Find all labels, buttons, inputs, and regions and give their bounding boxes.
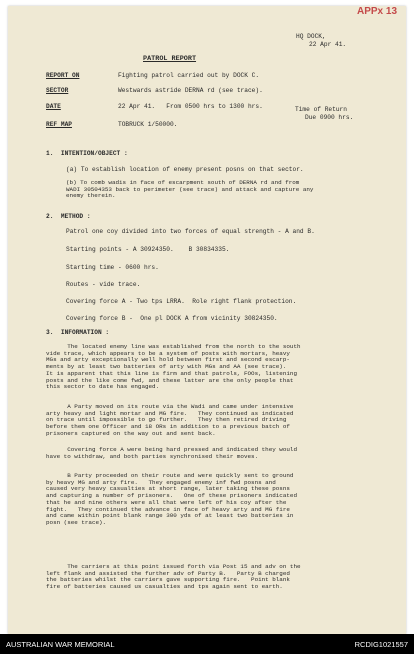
return-time-value: Due 0900 hrs. xyxy=(305,114,354,121)
footer-source: AUSTRALIAN WAR MEMORIAL xyxy=(6,640,115,649)
intention-a: (a) To establish location of enemy present posns on that sector. xyxy=(66,166,304,173)
section-1-heading: 1. INTENTION/OBJECT : xyxy=(46,150,128,157)
section-2-heading: 2. METHOD : xyxy=(46,213,91,220)
information-paragraph-2: A Party moved on its route via the Wadi and came under intensive arty heavy and light mortar and MG fire. They continued as indicated on trace until impossible to go further. They then retired driving before them one Officer and 18 ORs in addition to a previous batch of prisoners captured on the way out and sent back. xyxy=(46,403,294,437)
intention-b: (b) To comb wadis in face of escarpment south of DERNA rd and from WADI 30504353 back to perimeter (see trace) and attack and capture any enemy therein. xyxy=(66,179,314,200)
return-time-label: Time of Return xyxy=(295,106,347,113)
method-line-3: Starting time - 0600 hrs. xyxy=(66,264,159,271)
date-value: 22 Apr 41. From 0500 hrs to 1300 hrs. xyxy=(118,103,263,110)
map-ref-label: REF MAP xyxy=(46,121,72,128)
map-ref-value: TOBRUCK 1/50000. xyxy=(118,121,178,128)
report-on-value: Fighting patrol carried out by DOCK C. xyxy=(118,72,260,79)
method-line-5: Covering force A - Two tps LRRA. Role right flank protection. xyxy=(66,298,297,305)
report-on-label: REPORT ON xyxy=(46,72,80,79)
report-title: PATROL REPORT xyxy=(143,55,197,63)
information-paragraph-1: The located enemy line was established from the north to the south vide trace, which appears to be a system of posts with mortars, heavy MGs and arty exceptionally well hold between first and second escarp- ments by at least two batteries of arty with MGs and AA (see trace). It is apparent that this line is firm and that patrols, FOOs, listening posts and the like come fwd, and these latter are the only people that this sector to date has engaged. xyxy=(46,343,301,391)
method-line-6: Covering force B - One pl DOCK A from vicinity 30824350. xyxy=(66,315,278,322)
header-unit: HQ DOCK, xyxy=(296,33,326,40)
footer-record-id: RCDIG1021557 xyxy=(354,640,408,649)
method-line-1: Patrol one coy divided into two forces of equal strength - A and B. xyxy=(66,228,315,235)
date-label: DATE xyxy=(46,103,61,110)
information-paragraph-3: Covering force A were being hard pressed and indicated they would have to withdraw, and both parties synchronised their moves. xyxy=(46,446,297,460)
appendix-stamp: APPx 13 xyxy=(357,6,398,17)
header-date: 22 Apr 41. xyxy=(309,41,347,48)
sector-value: Westwards astride DERNA rd (see trace). xyxy=(118,87,263,94)
section-3-heading: 3. INFORMATION : xyxy=(46,329,110,336)
information-paragraph-5: The carriers at this point issued forth via Post 15 and adv on the left flank and assisted the further adv of Party B. Party B charged the batteries whilst the carriers gave supporting fire. Point blank fire of batteries caused us casualties and tps again sent to earth. xyxy=(46,563,301,591)
method-line-2: Starting points - A 30924350. B 30834335. xyxy=(66,246,230,253)
sector-label: SECTOR xyxy=(46,87,69,94)
method-line-4: Routes - vide trace. xyxy=(66,281,141,288)
information-paragraph-4: B Party proceeded on their route and were quickly sent to ground by heavy MG and arty fire. They engaged enemy inf fwd posns and caused very heavy casualties at short range, later taking these posns and capturing a number of prisoners. One of these prisoners indicated that he and nine others were all that were left of his coy after the fight. They continued the advance in face of heavy arty and MG fire and came within point blank range 300 yds of at least two batteries in posn (see trace). xyxy=(46,472,297,526)
archive-footer-bar xyxy=(0,634,414,654)
